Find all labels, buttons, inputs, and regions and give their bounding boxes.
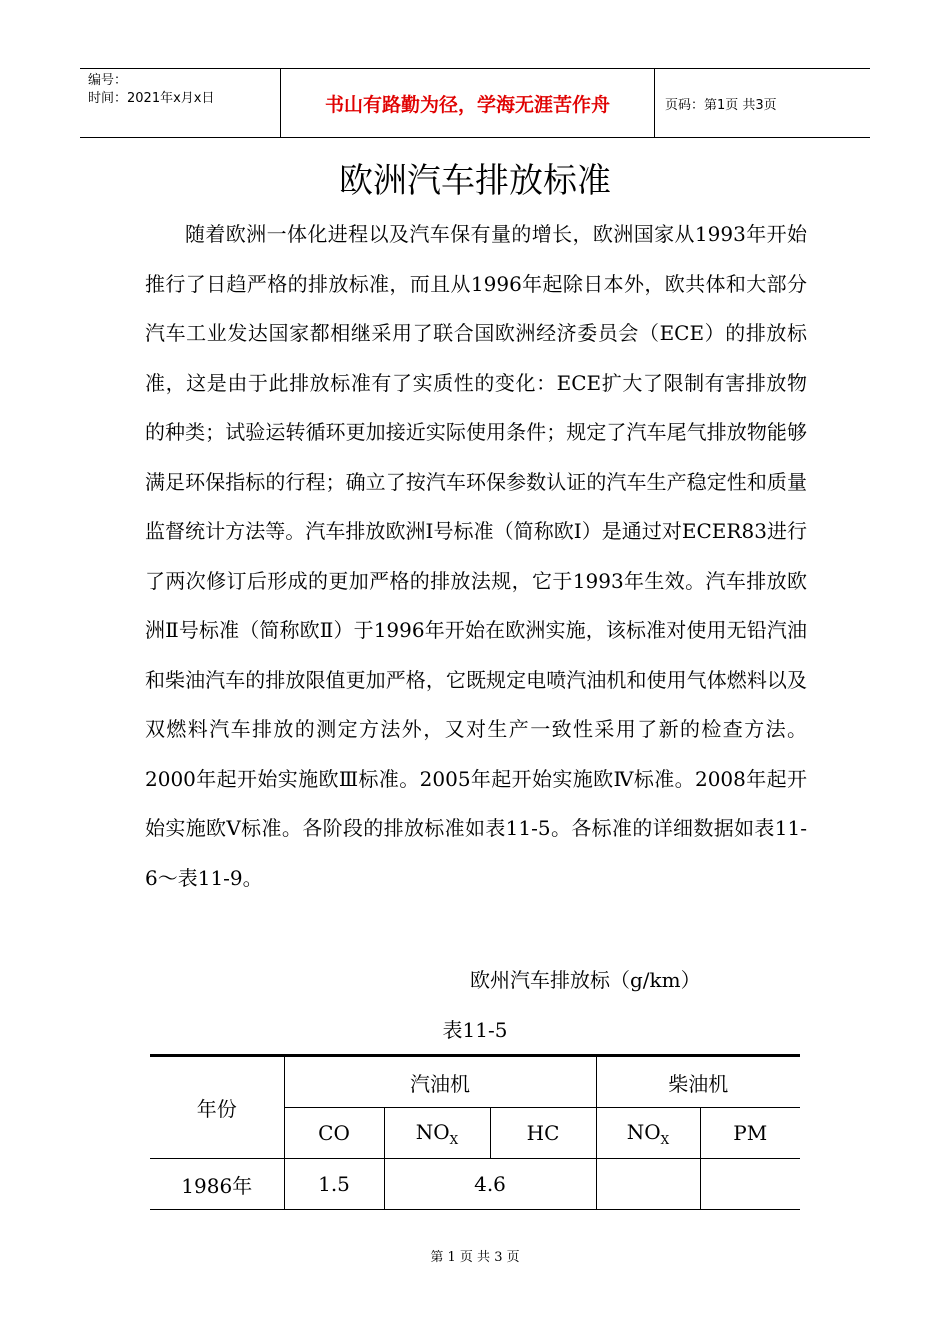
table-caption-title: 欧州汽车排放标（g/km） [470,968,701,992]
emission-table [150,1054,800,1210]
table-row [150,1159,800,1210]
col-diesel-nox [596,1108,700,1159]
document-title: 欧洲汽车排放标准 [339,161,611,201]
row-co: 1.5 [284,1159,384,1210]
year-header: 年份 [150,1056,284,1159]
header-meta [80,69,281,137]
col-gas-nox [384,1108,490,1159]
body-paragraph: 随着欧洲一体化进程以及汽车保有量的增长，欧洲国家从1993年开始推行了日趋严格的排放标准，而且从1996年起除日本外，欧共体和大部分汽车工业发达国家都相继采用了联合国欧洲经济委员会（ECE）的排放标准，这是由于此排放标准有了实质性的变化：ECE扩大了限制有害排放物的种类；试验运转循环更加接近实际使用条件；规定了汽车尾气排放物能够满足环保指标的行程；确立了按汽车环保参数认证的汽车生产稳定性和质量监督统计方法等。汽车排放欧洲Ⅰ号标准（简称欧Ⅰ）是通过对ECER83进行了两次修订后形成的更加严格的排放法规，它于1993年生效。汽车排放欧洲Ⅱ号标准（简称欧Ⅱ）于1996年开始在欧洲实施，该标准对使用无铅汽油和柴油汽车的排放限值更加严格，它既规定电喷汽油机和使用气体燃料以及双燃料汽车排放的测定方法外，又对生产一致性采用了新的检查方法。2000年起开始实施欧Ⅲ标准。2005年起开始实施欧Ⅳ标准。2008年起开始实施欧Ⅴ标准。各阶段的排放标准如表11-5。各标准的详细数据如表11-6～表11-9。 [145,222,807,890]
col-hc: HC [490,1108,596,1159]
row-pm [700,1159,800,1210]
table-header-row [150,1056,800,1108]
row-diesel-nox [596,1159,700,1210]
header-page-info: 页码：第1页 共3页 [665,97,777,113]
diesel-header: 柴油机 [596,1056,800,1108]
header-motto: 书山有路勤为径，学海无涯苦作舟 [281,69,655,137]
page-header [80,68,870,138]
nox-sub: X [449,1132,459,1147]
nox-base: NO [415,1119,450,1144]
body-text [145,210,807,903]
number-label: 编号： [88,73,128,88]
nox-sub: X [660,1132,670,1147]
time-label: 时间：2021年x月x日 [88,91,215,106]
col-co: CO [284,1108,384,1159]
row-year: 1986年 [150,1159,284,1210]
page-footer: 第 1 页 共 3 页 [430,1250,520,1265]
row-nox-hc: 4.6 [384,1159,596,1210]
nox-base: NO [626,1119,661,1144]
table-caption-number: 表11-5 [442,1018,508,1042]
col-pm: PM [700,1108,800,1159]
gasoline-header: 汽油机 [284,1056,596,1108]
